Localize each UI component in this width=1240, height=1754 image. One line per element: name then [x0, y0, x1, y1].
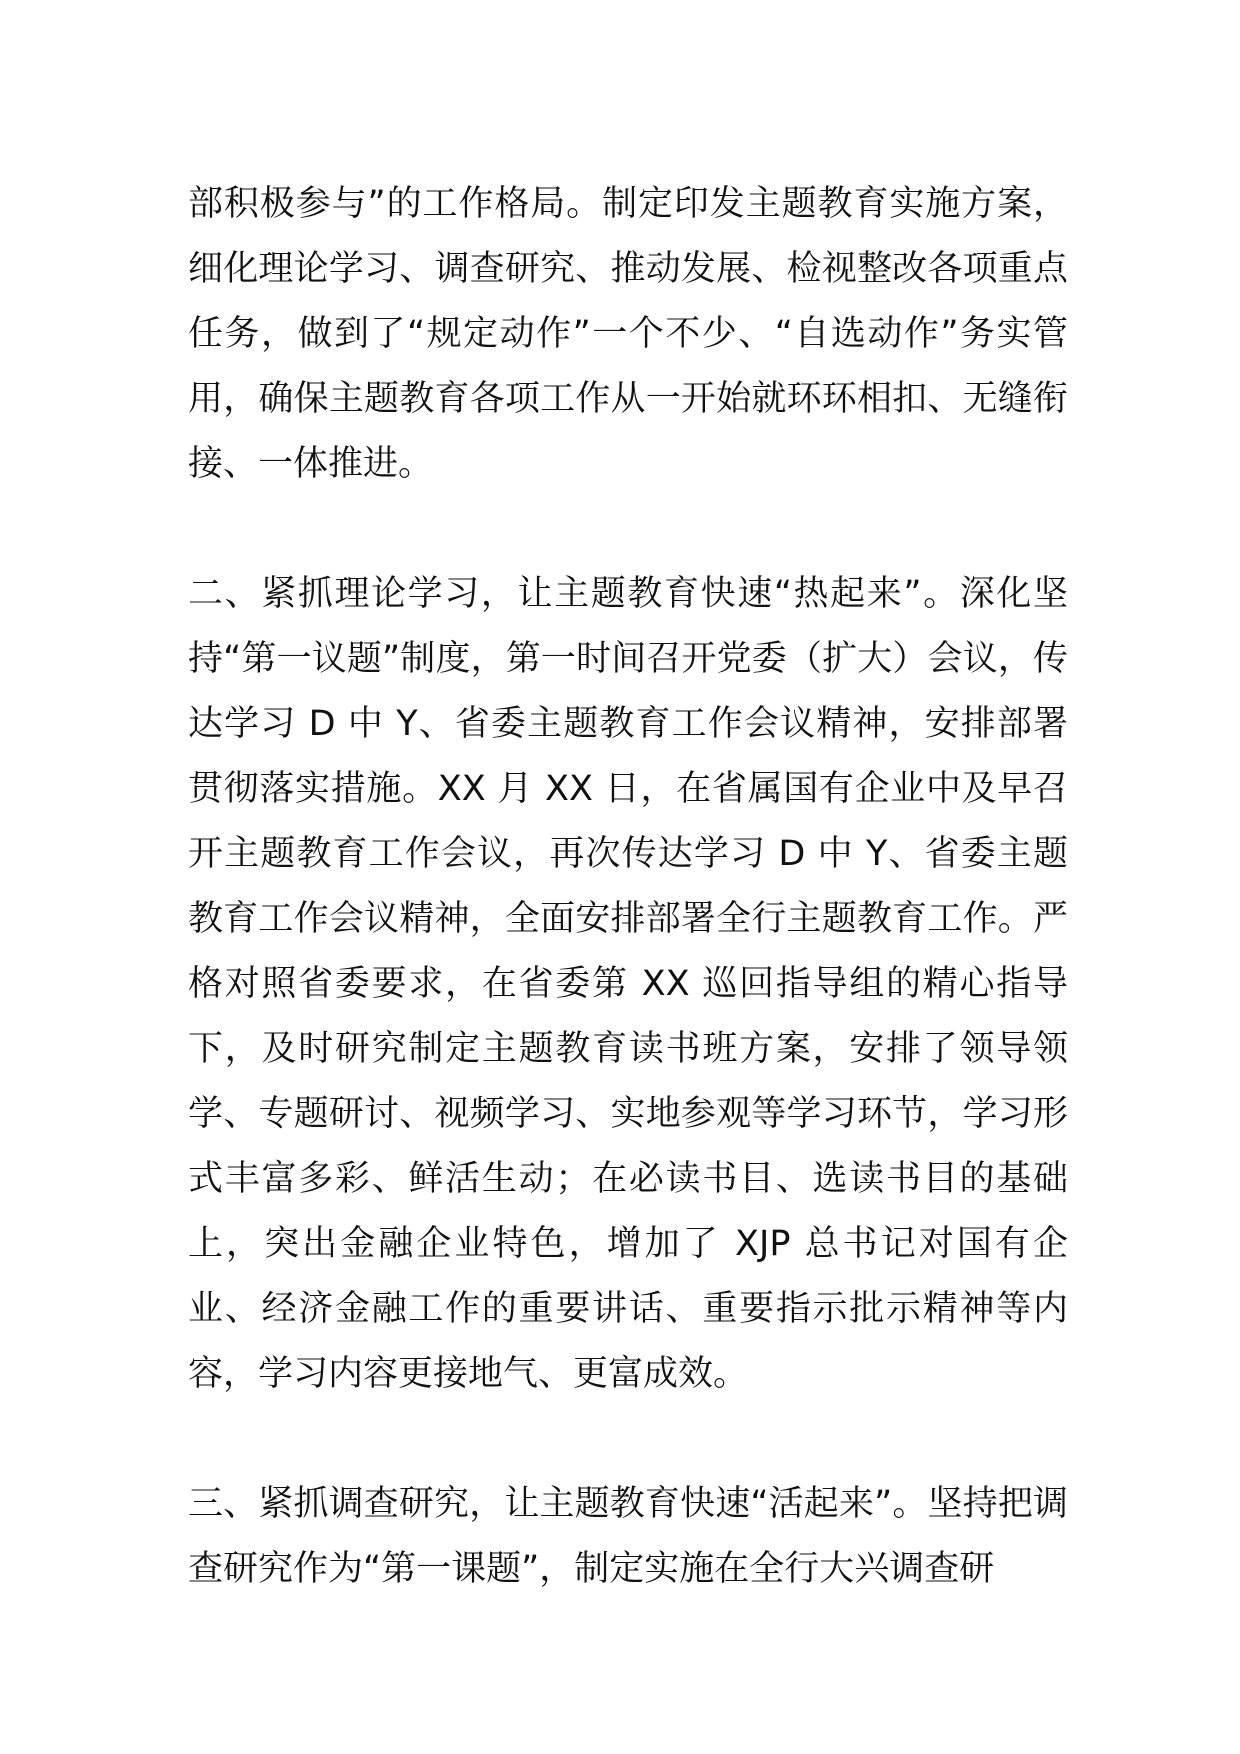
paragraph-3: 三、紧抓调查研究，让主题教育快速“活起来”。坚持把调查研究作为“第一课题”，制定实施在全行大兴调查研	[188, 1484, 1068, 1589]
document-body	[188, 172, 1068, 1602]
paragraph-2: 二、紧抓理论学习，让主题教育快速“热起来”。深化坚持“第一议题”制度，第一时间召开党委（扩大）会议，传达学习 D 中 Y、省委主题教育工作会议精神，安排部署贯彻落实措施。XX 月 XX 日，在省属国有企业中及早召开主题教育工作会议，再次传达学习 D 中 Y、省委主题教育工作会议精神，全面安排部署全行主题教育工作。严格对照省委要求，在省委第 XX 巡回指导组的精心指导下，及时研究制定主题教育读书班方案，安排了领导领学、专题研讨、视频学习、实地参观等学习环节，学习形式丰富多彩、鲜活生动；在必读书目、选读书目的基础上，突出金融企业特色，增加了 XJP 总书记对国有企业、经济金融工作的重要讲话、重要指示批示精神等内容，学习内容更接地气、更富成效。	[188, 574, 1068, 1394]
paragraph-1: 部积极参与”的工作格局。制定印发主题教育实施方案，细化理论学习、调查研究、推动发展、检视整改各项重点任务，做到了“规定动作”一个不少、“自选动作”务实管用，确保主题教育各项工作从一开始就环环相扣、无缝衔接、一体推进。	[188, 184, 1069, 484]
